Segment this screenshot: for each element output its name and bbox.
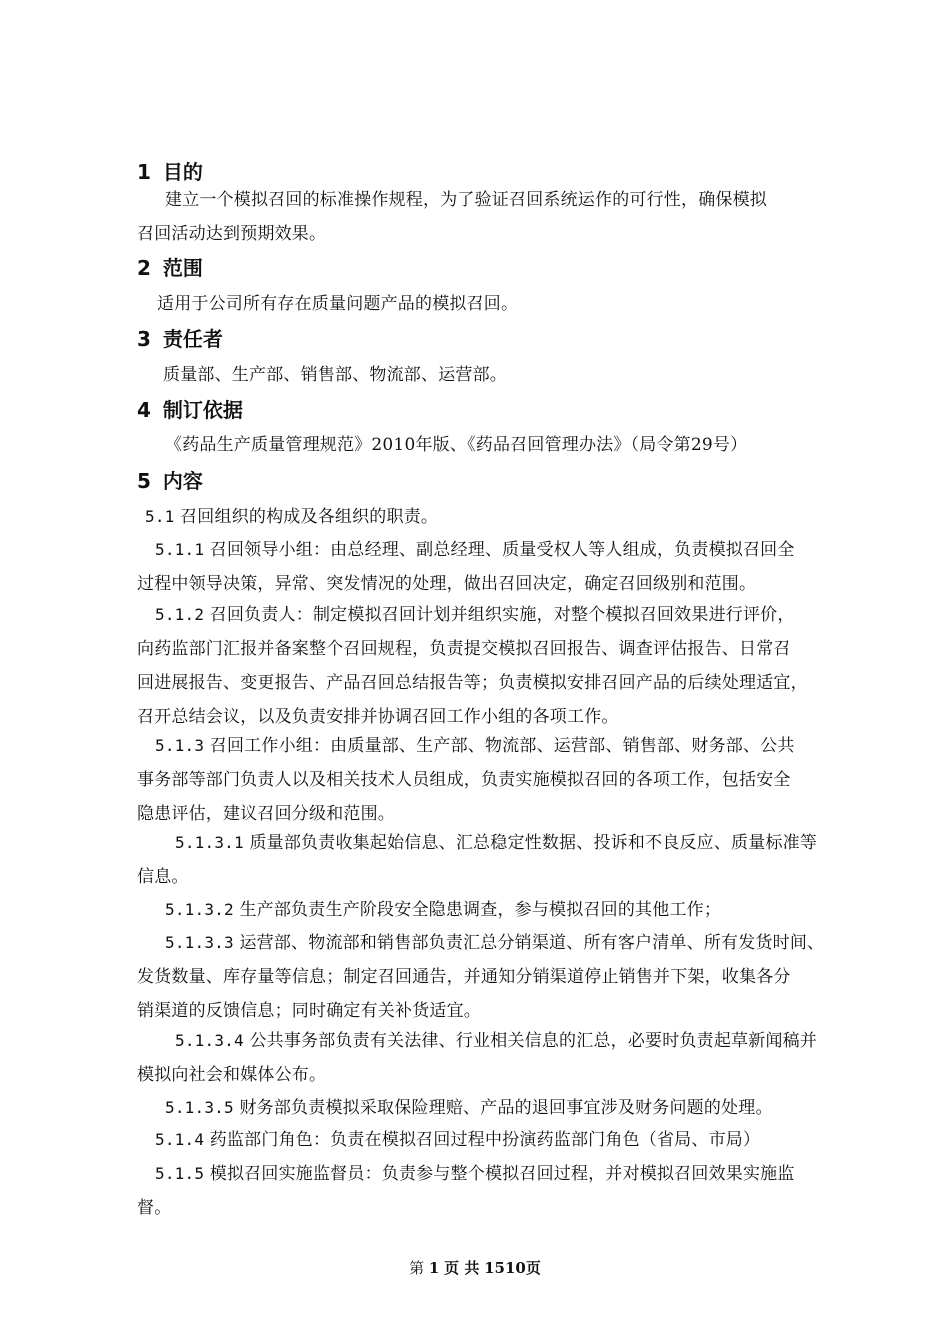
text-line: 过程中领导决策，异常、突发情况的处理，做出召回决定，确定召回级别和范围。: [137, 574, 757, 594]
footer-suffix: 页: [525, 1259, 541, 1277]
text-line: 信息。: [137, 867, 189, 887]
text-line: 隐患评估，建议召回分级和范围。: [137, 804, 395, 824]
text-line: 回进展报告、变更报告、产品召回总结报告等；负责模拟安排召回产品的后续处理适宜，: [137, 673, 808, 693]
clause-5-1-3-1: [137, 826, 817, 894]
text-line: 质量部、生产部、销售部、物流部、运营部。: [163, 365, 507, 385]
text-line: 事务部等部门负责人以及相关技术人员组成，负责实施模拟召回的各项工作，包括安全: [137, 770, 791, 790]
text-line: 《药品生产质量管理规范》2010年版、《药品召回管理办法》（局令第29号）: [165, 435, 748, 455]
text-line: 召回领导小组：由总经理、副总经理、质量受权人等人组成，负责模拟召回全: [209, 540, 795, 560]
section-heading-purpose: [137, 160, 203, 184]
text-line: 召开总结会议，以及负责安排并协调召回工作小组的各项工作。: [137, 707, 619, 727]
text-line: 督。: [137, 1198, 172, 1218]
footer-middle: 页 共: [444, 1259, 480, 1277]
clause-5-1-5: [137, 1157, 795, 1225]
page-footer: [0, 1258, 950, 1278]
text-line: 召回工作小组：由质量部、生产部、物流部、运营部、销售部、财务部、公共: [209, 736, 795, 756]
section-number: 3: [137, 327, 151, 351]
section-number: 2: [137, 256, 151, 280]
section-number: 1: [137, 160, 151, 184]
paragraph-basis: [137, 428, 747, 462]
text-line: 发货数量、库存量等信息；制定召回通告，并通知分销渠道停止销售并下架，收集各分: [137, 967, 791, 987]
section-heading-basis: [137, 398, 243, 422]
section-heading-responsible: [137, 327, 223, 351]
clause-5-1-3: [137, 729, 795, 831]
clause-5-1-3-5: [137, 1091, 773, 1125]
section-number: 5: [137, 469, 151, 493]
clause-5-1-3-3: [137, 926, 824, 1028]
page-total: 1510: [484, 1259, 526, 1277]
footer-prefix: 第: [409, 1259, 425, 1277]
text-line: 销渠道的反馈信息；同时确定有关补货适宜。: [137, 1001, 481, 1021]
text-line: 模拟向社会和媒体公布。: [137, 1065, 327, 1085]
clause-5-1-3-2: [137, 893, 721, 927]
clause-number: 5.1.3: [155, 736, 205, 755]
text-line: 药监部门角色：负责在模拟召回过程中扮演药监部门角色（省局、市局）: [209, 1130, 761, 1150]
text-line: 公共事务部负责有关法律、行业相关信息的汇总，必要时负责起草新闻稿并: [249, 1031, 818, 1051]
text-line: 召回组织的构成及各组织的职责。: [180, 507, 439, 527]
paragraph-purpose: [137, 183, 767, 251]
clause-number: 5.1.2: [155, 605, 205, 624]
text-line: 建立一个模拟召回的标准操作规程，为了验证召回系统运作的可行性，确保模拟: [165, 190, 767, 210]
clause-number: 5.1.5: [155, 1164, 205, 1183]
clause-number: 5.1.3.5: [165, 1098, 234, 1117]
text-line: 向药监部门汇报并备案整个召回规程，负责提交模拟召回报告、调查评估报告、日常召: [137, 639, 791, 659]
section-title: 责任者: [162, 327, 223, 351]
paragraph-responsible: [137, 358, 507, 392]
section-number: 4: [137, 398, 151, 422]
clause-5-1-3-4: [137, 1024, 817, 1092]
section-title: 范围: [162, 256, 203, 280]
clause-number: 5.1.3.4: [175, 1031, 244, 1050]
section-heading-scope: [137, 256, 203, 280]
clause-number: 5.1.4: [155, 1130, 205, 1149]
text-line: 适用于公司所有存在质量问题产品的模拟召回。: [157, 294, 519, 314]
clause-number: 5.1.3.2: [165, 900, 234, 919]
text-line: 运营部、物流部和销售部负责汇总分销渠道、所有客户清单、所有发货时间、: [239, 933, 825, 953]
paragraph-scope: [137, 287, 518, 321]
text-line: 财务部负责模拟采取保险理赔、产品的退回事宜涉及财务问题的处理。: [239, 1098, 773, 1118]
clause-number: 5.1: [145, 507, 175, 526]
text-line: 召回负责人：制定模拟召回计划并组织实施，对整个模拟召回效果进行评价，: [209, 605, 795, 625]
clause-5-1-2: [137, 598, 808, 734]
text-line: 质量部负责收集起始信息、汇总稳定性数据、投诉和不良反应、质量标准等: [249, 833, 818, 853]
page-number: 1: [428, 1259, 440, 1277]
clause-number: 5.1.3.3: [165, 933, 234, 952]
section-title: 制订依据: [162, 398, 243, 422]
section-title: 目的: [162, 160, 203, 184]
section-heading-content: [137, 469, 203, 493]
clause-5-1-1: [137, 533, 795, 601]
section-title: 内容: [162, 469, 203, 493]
text-line: 生产部负责生产阶段安全隐患调查，参与模拟召回的其他工作；: [239, 900, 722, 920]
clause-5-1: [137, 500, 438, 534]
clause-number: 5.1.3.1: [175, 833, 244, 852]
clause-5-1-4: [137, 1123, 760, 1157]
text-line: 召回活动达到预期效果。: [137, 224, 327, 244]
text-line: 模拟召回实施监督员：负责参与整个模拟召回过程，并对模拟召回效果实施监: [209, 1164, 795, 1184]
clause-number: 5.1.1: [155, 540, 205, 559]
